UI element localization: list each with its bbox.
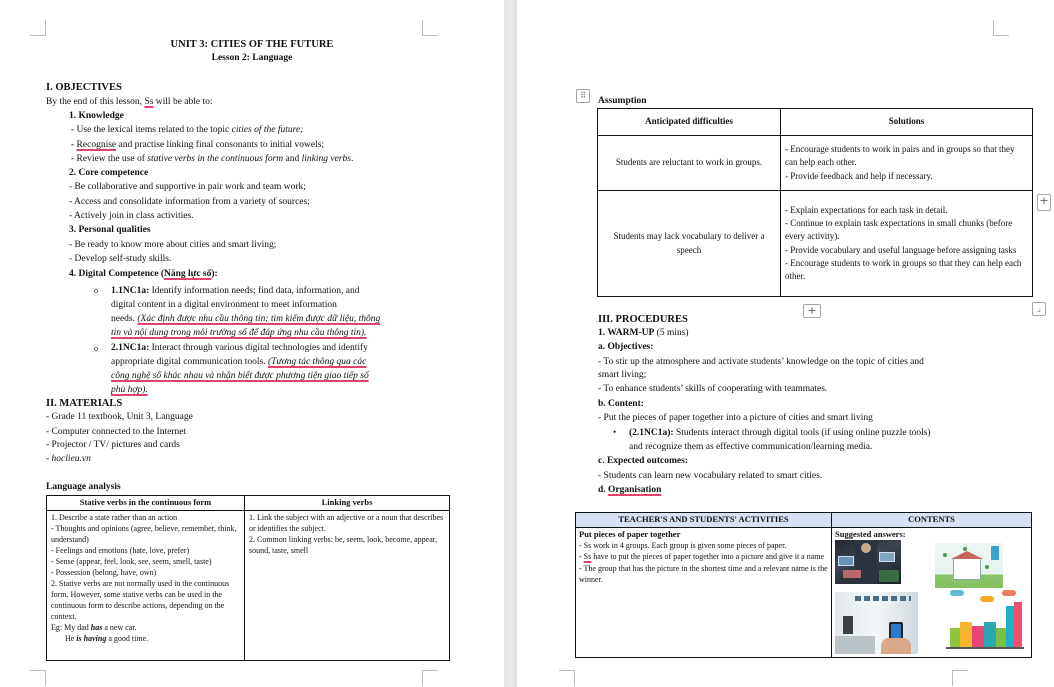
digital-competence-heading xyxy=(69,267,218,281)
text: d. xyxy=(598,485,609,495)
spellcheck-word[interactable]: Organisation xyxy=(608,485,662,495)
text xyxy=(111,355,366,369)
text: (5 mins) xyxy=(654,328,689,338)
bullet-icon: • xyxy=(613,427,617,437)
text: - Provide feedback and help if necessary. xyxy=(785,170,933,181)
text: 2. Common linking verbs: be, seem, look, become, appear, sound, taste, smell xyxy=(249,534,438,555)
knowledge-item xyxy=(71,152,353,166)
difficulty-cell: Students may lack vocabulary to deliver a speech xyxy=(598,191,781,297)
text: - To enhance students’ skills of cooperating with teammates. xyxy=(598,384,828,394)
language-analysis-heading: Language analysis xyxy=(46,482,121,492)
text: - xyxy=(71,140,77,150)
warmup-heading xyxy=(598,326,689,340)
text: - Ss work in 4 groups. Each group is given some pieces of paper. xyxy=(579,541,787,551)
solution-cell xyxy=(781,136,1033,191)
knowledge-item xyxy=(71,123,303,137)
text: - Provide vocabulary and useful language before assigning tasks xyxy=(785,244,1017,255)
text: and practise linking final consonants to initial vowels; xyxy=(116,140,325,150)
crop-mark xyxy=(559,670,575,686)
text: 2.1NC1a: xyxy=(111,343,150,353)
core-competence-heading: 2. Core competence xyxy=(69,168,149,178)
text: - Review the use of xyxy=(71,154,148,164)
solution-cell xyxy=(781,191,1033,297)
text: - Put the pieces of paper together into a picture of cities and smart living xyxy=(598,413,873,423)
text: He xyxy=(65,634,77,644)
materials-item: - Projector / TV/ pictures and cards xyxy=(46,440,180,450)
smart-home-diagram-image xyxy=(935,543,1003,588)
example xyxy=(51,633,240,644)
materials-item: - Computer connected to the Internet xyxy=(46,427,187,437)
column-header: Stative verbs in the continuous form xyxy=(47,496,245,511)
core-item: - Actively join in class activities. xyxy=(69,211,194,221)
personal-qualities-heading: 3. Personal qualities xyxy=(69,225,151,235)
knowledge-heading: 1. Knowledge xyxy=(69,111,124,121)
text: - xyxy=(579,552,584,562)
column-header: Anticipated difficulties xyxy=(598,109,781,136)
example xyxy=(51,622,240,633)
text: 1. WARM-UP xyxy=(598,328,655,338)
text: a good time. xyxy=(106,634,149,644)
text: - Feelings and emotions (hate, love, prefer) xyxy=(51,545,190,555)
materials-heading: II. MATERIALS xyxy=(46,398,123,409)
smart-city-businessman-image xyxy=(835,540,901,584)
text: linking verbs xyxy=(301,154,351,164)
difficulty-cell: Students are reluctant to work in groups. xyxy=(598,136,781,191)
stative-verbs-cell xyxy=(47,510,245,660)
digital-competence-1 xyxy=(111,284,360,298)
spellcheck-word[interactable]: Năng lực số xyxy=(163,269,212,279)
objectives-intro xyxy=(46,95,213,109)
text: ): xyxy=(211,269,218,279)
text: digital content in a digital environment to meet information xyxy=(111,300,337,310)
crop-mark xyxy=(30,670,46,686)
text: (2.1NC1a): xyxy=(629,428,674,438)
text: have to put the pieces of paper together into a picture and give it a name xyxy=(591,552,825,562)
outcomes-subheading: c. Expected outcomes: xyxy=(598,456,688,466)
spellcheck-word[interactable]: Recognise xyxy=(76,140,117,150)
lesson-subtitle: Lesson 2: Language xyxy=(211,53,293,63)
column-header: TEACHER'S AND STUDENTS' ACTIVITIES xyxy=(576,513,832,528)
text: is having xyxy=(76,634,107,644)
crop-mark xyxy=(422,20,438,36)
text: - Encourage students to work in groups so that they can help each other. xyxy=(785,257,1022,281)
assumption-table xyxy=(597,108,1033,297)
activity-title: Put pieces of paper together xyxy=(579,528,681,539)
objectives-subheading: a. Objectives: xyxy=(598,342,654,352)
text: appropriate digital communication tools. xyxy=(111,357,268,367)
crop-mark xyxy=(30,20,46,36)
smart-living-room-phone-image xyxy=(835,592,918,654)
text: - Explain expectations for each task in detail. xyxy=(785,205,948,216)
page-gutter xyxy=(504,0,517,687)
colorful-smart-city-illustration-image xyxy=(944,590,1026,650)
linking-verbs-cell xyxy=(245,510,450,660)
digital-competence-2 xyxy=(111,341,368,355)
spellcheck-word[interactable]: tin và nội dung trong môi trường số để đáp ứng nhu cầu thông tin). xyxy=(111,328,367,338)
text: hoclieu.vn xyxy=(51,454,91,464)
document-page-right xyxy=(517,0,1054,687)
materials-item xyxy=(46,452,91,466)
crop-mark xyxy=(952,670,968,686)
crop-mark xyxy=(422,670,438,686)
text: - Students can learn new vocabulary related to smart cities. xyxy=(598,471,823,481)
column-header: Solutions xyxy=(781,109,1033,136)
column-header: Linking verbs xyxy=(245,496,450,511)
text: - Use the lexical items related to the topic xyxy=(71,125,232,135)
text: 4. Digital Competence ( xyxy=(69,269,164,279)
assumption-heading: Assumption xyxy=(598,96,647,106)
text: and xyxy=(283,154,302,164)
spellcheck-word[interactable]: công nghệ số khác nhau và nhận biết được phương tiện giao tiếp số xyxy=(111,371,369,381)
text: - Encourage students to work in pairs and in groups so that they can help each other. xyxy=(785,144,1015,168)
text: - To stir up the atmosphere and activate students’ knowledge on the topic of cities and xyxy=(598,357,924,367)
text: and recognize them as effective communication/learning media. xyxy=(629,442,873,452)
document-page-left xyxy=(0,0,504,687)
spellcheck-word[interactable]: Ss xyxy=(144,97,154,107)
spellcheck-word[interactable]: (Xác định được nhu cầu thông tin; tìm kiếm được dữ liệu, thông xyxy=(137,314,381,324)
text xyxy=(629,426,931,440)
personal-item: - Be ready to know more about cities and smart living; xyxy=(69,240,277,250)
crop-mark xyxy=(993,20,1009,36)
spellcheck-word[interactable]: phù hợp). xyxy=(111,385,148,395)
procedures-heading: III. PROCEDURES xyxy=(598,314,688,325)
content-subheading: b. Content: xyxy=(598,399,644,409)
text: 1.1NC1a: xyxy=(111,286,150,296)
organisation-subheading xyxy=(598,483,661,497)
spellcheck-word[interactable]: (Tương tác thông qua các xyxy=(267,357,367,367)
text: - xyxy=(46,454,52,464)
text: . xyxy=(350,154,354,164)
text: - Continue to explain task expectations in small chunks (before every activity). xyxy=(785,218,1013,242)
core-item: - Be collaborative and supportive in pair work and team work; xyxy=(69,182,306,192)
spellcheck-word[interactable]: Ss xyxy=(583,552,592,562)
table-move-handle-icon[interactable]: ⠿ xyxy=(576,89,590,103)
table-resize-handle-icon[interactable]: ⌟ xyxy=(1032,302,1046,316)
text: cities of the future; xyxy=(231,125,304,135)
knowledge-item xyxy=(71,138,324,152)
unit-title: UNIT 3: CITIES OF THE FUTURE xyxy=(170,39,334,50)
text: 1. Describe a state rather than an action xyxy=(51,512,178,522)
text: Eg: My dad xyxy=(51,623,91,633)
text: By the end of this lesson, xyxy=(46,97,145,107)
text: - Possession (belong, have, own) xyxy=(51,567,157,577)
activities-cell xyxy=(576,527,832,657)
text: smart living; xyxy=(598,370,647,380)
text: has xyxy=(90,623,103,633)
text: needs. xyxy=(111,314,138,324)
text xyxy=(111,312,380,326)
text xyxy=(579,551,828,562)
circle-bullet-icon: o xyxy=(94,286,98,295)
text: 2. Stative verbs are not normally used in the continuous form. However, some stative verbs can be used in the continuous form to describe actions, depending on the context. xyxy=(51,578,230,621)
text: stative verbs in the continuous form xyxy=(147,154,284,164)
text: will be able to: xyxy=(153,97,213,107)
column-header: CONTENTS xyxy=(832,513,1032,528)
personal-item: - Develop self-study skills. xyxy=(69,254,172,264)
text: 1. Link the subject with an adjective or a noun that describes or identifies the subject. xyxy=(249,512,444,533)
text: - The group that has the picture in the shortest time and a relevant name is the winner. xyxy=(579,563,828,584)
text: Interact through various digital technologies and identify xyxy=(149,343,368,353)
circle-bullet-icon: o xyxy=(94,344,98,353)
text: - Sense (appear, feel, look, see, seem, smell, taste) xyxy=(51,556,212,566)
objectives-heading: I. OBJECTIVES xyxy=(46,82,122,93)
text: Students interact through digital tools (if using online puzzle tools) xyxy=(673,428,931,438)
suggested-answers-label: Suggested answers: xyxy=(835,528,906,539)
text: Identify information needs; find data, information, and xyxy=(149,286,360,296)
language-analysis-table xyxy=(46,495,450,661)
add-row-button[interactable]: + xyxy=(803,304,821,318)
materials-item: - Grade 11 textbook, Unit 3, Language xyxy=(46,412,193,422)
text: - Thoughts and opinions (agree, believe, remember, think, understand) xyxy=(51,523,237,544)
core-item: - Access and consolidate information from a variety of sources; xyxy=(69,197,310,207)
add-column-button[interactable]: + xyxy=(1037,194,1051,211)
text: a new car. xyxy=(102,623,137,633)
